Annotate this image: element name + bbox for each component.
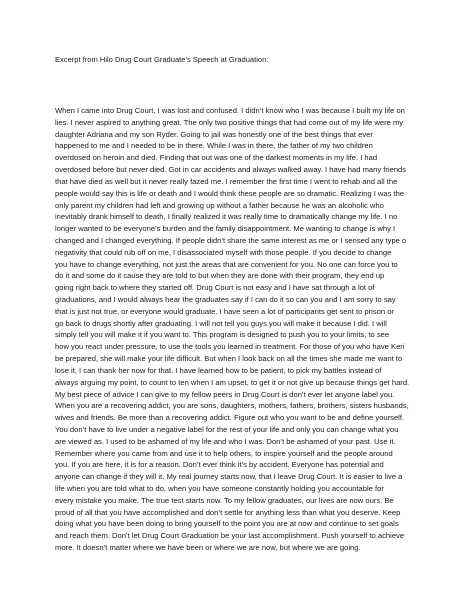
speech-line: proud of all that you have accomplished and don’t settle for anything less than what you deserve. Keep [55, 507, 401, 517]
speech-line: anyone can change if they will it. My real journey starts now, that I leave Drug Court. It is easier to live a [55, 472, 403, 482]
speech-line: happened to me and I needed to be in there. While I was in there, the father of my two children [55, 141, 373, 151]
speech-line: people would say this is life or death and I would think these people are so dramatic. Realizing I was the [55, 188, 405, 198]
speech-line: You don’t have to live under a negative label for the rest of your life and only you can change what you [55, 424, 399, 434]
speech-line: doing what you have been doing to bring yourself to the point you are at now and continue to set goals [55, 519, 399, 529]
speech-line: you have to change everything, not just the areas that are convenient for you. No one can force you to [55, 259, 398, 269]
speech-line: My best piece of advice I can give to my fellow peers in Drug Court is don’t ever let anyone label you. [55, 389, 395, 399]
speech-line: lies. I never aspired to anything great. The only two positive things that had come out of my life were my [55, 117, 404, 127]
speech-line: and reach them. Don’t let Drug Court Graduation be your last accomplishment. Push yourself to achieve [55, 531, 405, 541]
speech-line: When I came into Drug Court, I was lost and confused. I didn’t know who I was because I built my life on [55, 106, 405, 115]
speech-line: daughter Adriana and my son Ryder. Going to jail was honestly one of the best things that ever [55, 129, 373, 139]
speech-text-block [55, 105, 423, 554]
speech-line: Remember where you came from and use it to help others, to inspire yourself and the people around [55, 448, 393, 458]
speech-line: more. It doesn’t matter where we have been or where we are now, but where we are going. [55, 543, 361, 553]
speech-line: inevitably drank himself to death, I finally realized it was really time to dramatically change my life. I no [55, 212, 398, 222]
speech-line: When you are a recovering addict, you are sons, daughters, mothers, fathers, brothers, sisters husbands, [55, 401, 409, 411]
speech-line: how you react under pressure, to use the tools you learned in treatment. For those of you who have Keri [55, 342, 405, 352]
speech-line: negativity that could rub off on me, I disassociated myself with those people. If you decide to change [55, 247, 392, 257]
speech-line: you. If you are here, it is for a reason. Don’t ever think it’s by accident. Everyone has potential and [55, 460, 384, 470]
speech-line: overdosed before but never died. Got in car accidents and always walked away. I have had many friends [55, 165, 407, 175]
speech-line: overdosed on heroin and died. Finding that out was one of the darkest moments in my life. I had [55, 153, 378, 163]
speech-line: wives and friends. Be more than a recovering addict. Figure out who you want to be and define yourself. [55, 413, 405, 423]
document-title: Excerpt from Hilo Drug Court Graduate’s Speech at Graduation: [55, 55, 269, 64]
speech-line: graduations, and I would always hear the graduates say if I can do it so can you and I am sorry to say [55, 295, 396, 304]
speech-line: changed and I changed everything. If people didn’t share the same interest as me or I sensed any type o [55, 235, 407, 245]
speech-line: longer wanted to be everyone’s burden and the family disappointment. Me wanting to change is why I [55, 224, 396, 234]
speech-line: that is just not true, or everyone would graduate. I have seen a lot of participants get sent to prison or [55, 306, 394, 316]
speech-line: every mistake you make. The true test starts now. To my fellow graduates, our lives are now ours. Be [55, 495, 394, 505]
speech-line: always arguing my point, to count to ten when I am upset, to get it or not give up because things get hard. [55, 377, 410, 387]
speech-line: that have died as well but it never really fazed me. I remember the first time I went to rehab and all the [55, 176, 398, 186]
speech-line: simply tell you will make it if you want to. This program is designed to push you to your limits, to see [55, 330, 390, 340]
speech-line: do it and some do it cause they are told to but when they are done with their program, they end up [55, 271, 385, 281]
speech-line: lose it, I can thank her now for that. I have learned how to be patient, to pick my battles instead of [55, 365, 382, 375]
speech-line: life when you are told what to do, when you have someone constantly holding you accountable for [55, 484, 384, 493]
speech-line: go back to drugs shortly after graduating. I will not tell you guys you will make it because I did. I will [55, 318, 387, 328]
speech-line: only parent my children had left and growing up without a father because he was an alcoholic who [55, 200, 384, 210]
speech-line: are viewed as. I used to be ashamed of my life and who I was. Don’t be ashamed of your past. Use it. [55, 436, 396, 446]
speech-line: be prepared, she will make your life difficult. But when I look back on all the times she made me want to [55, 354, 403, 364]
speech-line: going right back to where they started off. Drug Court is not easy and I have sat through a lot of [55, 283, 375, 293]
